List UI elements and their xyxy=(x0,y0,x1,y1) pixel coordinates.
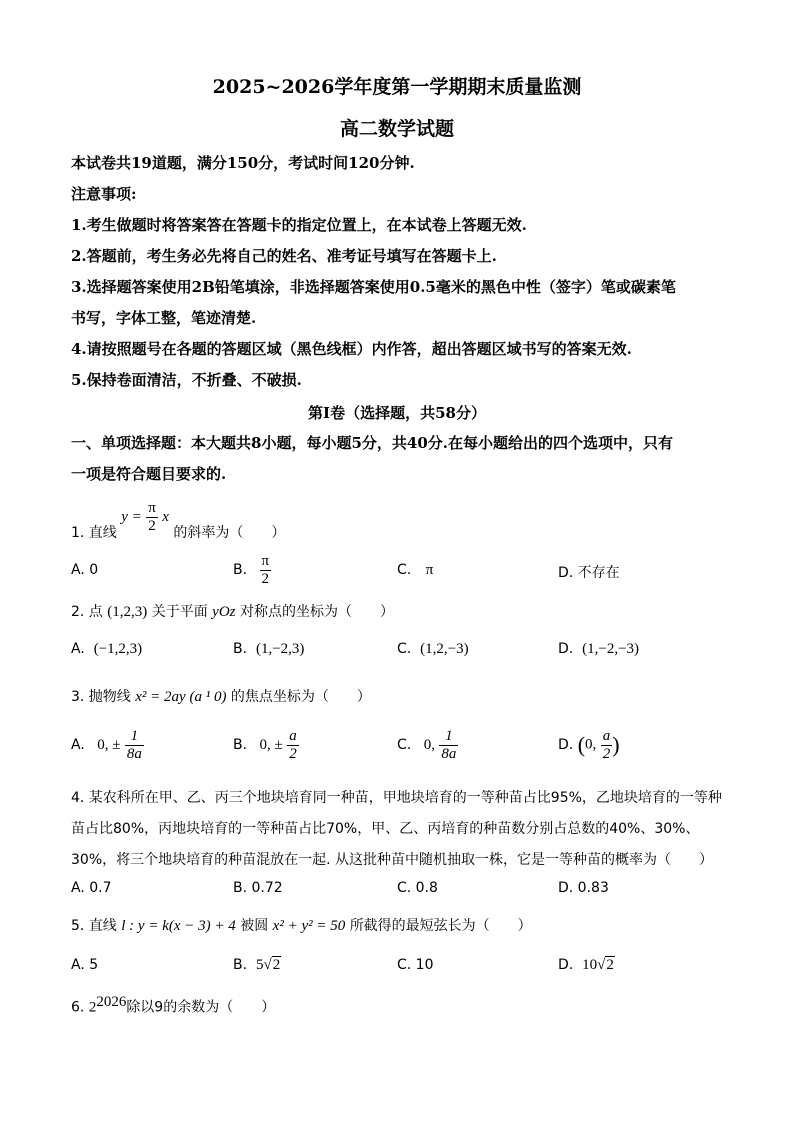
question-1: 1. 直线 y = $\frac{\pi}{2}$ x 的斜率为（ ） xyxy=(71,500,286,541)
notice-item-3: 3.选择题答案使用2B铅笔填涂，非选择题答案使用0.5毫米的黑色中性（签字）笔或碳素笔 xyxy=(71,278,676,296)
q2-option-d[interactable]: D. (1,−2,−3) xyxy=(558,641,640,657)
notice-item-4: 4.请按照题号在各题的答题区域（黑色线框）内作答，超出答题区域书写的答案无效. xyxy=(71,340,632,358)
q2-plane: yOz xyxy=(212,604,236,620)
exam-title: 2025~2026学年度第一学期期末质量监测 xyxy=(212,76,582,98)
question-2: 2. 点 (1,2,3) 关于平面 yOz 对称点的坐标为（ ） xyxy=(71,604,394,620)
q1-eq-lhs: y = xyxy=(121,509,142,525)
q1-option-c[interactable]: C. π xyxy=(397,562,434,578)
notice-item-1: 1.考生做题时将答案答在答题卡的指定位置上，在本试卷上答题无效. xyxy=(71,216,527,234)
q3-option-c[interactable]: C. 0, $\frac{1}{8a}$ xyxy=(397,728,457,762)
question-5: 5. 直线 l : y = k(x − 3) + 4 被圆 x² + y² = 50 所截得的最短弦长为（ ） xyxy=(71,918,532,934)
q2-point: (1,2,3) xyxy=(107,604,148,620)
q5-circle-equation: x² + y² = 50 xyxy=(272,918,346,934)
q4-option-b[interactable]: B. 0.72 xyxy=(233,880,283,896)
section-title: 第Ⅰ卷（选择题，共58分） xyxy=(308,404,486,422)
q4-option-d[interactable]: D. 0.83 xyxy=(558,880,609,896)
q1-fraction: $\frac{\pi}{2}$ xyxy=(148,500,156,534)
exam-subtitle: 高二数学试题 xyxy=(339,118,454,140)
question-4-line-2: 苗占比80%，丙地块培育的一等种苗占比70%，甲、乙、丙培育的种苗数分别占总数的40%、30%、 xyxy=(71,821,700,837)
question-4-line-1: 4. 某农科所在甲、乙、丙三个地块培育同一种苗，甲地块培育的一等种苗占比95%，乙地块培育的一等种 xyxy=(71,790,722,806)
question-4-line-3: 30%，将三个地块培育的种苗混放在一起. 从这批种苗中随机抽取一株，它是一等种苗的概率为（ ） xyxy=(71,852,714,868)
section-instruction-2: 一项是符合题目要求的. xyxy=(71,465,227,483)
question-3: 3. 抛物线 x² = 2ay (a ¹ 0) 的焦点坐标为（ ） xyxy=(71,689,371,705)
q1-suffix: 的斜率为（ ） xyxy=(173,525,286,541)
q4-option-c[interactable]: C. 0.8 xyxy=(397,880,438,896)
q2-option-b[interactable]: B. (1,−2,3) xyxy=(233,641,305,657)
q6-exponent: 2026 xyxy=(96,994,127,1010)
q5-option-a[interactable]: A. 5 xyxy=(71,957,99,973)
notice-title: 注意事项: xyxy=(71,185,137,203)
q5-option-d[interactable]: D. 10√2 xyxy=(558,957,614,973)
q5-option-b[interactable]: B. 5√2 xyxy=(233,957,281,973)
q5-line-equation: l : y = k(x − 3) + 4 xyxy=(121,918,236,934)
notice-item-5: 5.保持卷面清洁，不折叠、不破损. xyxy=(71,371,302,389)
notice-item-2: 2.答题前，考生务必先将自己的姓名、准考证号填写在答题卡上. xyxy=(71,247,497,265)
section-instruction-1: 一、单项选择题：本大题共8小题，每小题5分，共40分.在每小题给出的四个选项中，只有 xyxy=(71,434,673,452)
q1-option-b[interactable]: B. $\frac{\pi}{2}$ xyxy=(233,553,270,587)
q5-option-c[interactable]: C. 10 xyxy=(397,957,434,973)
q3-equation: x² = 2ay (a ¹ 0) xyxy=(135,689,227,705)
q3-option-a[interactable]: A. 0, ± $\frac{1}{8a}$ xyxy=(71,728,142,762)
notice-item-3-cont: 书写，字体工整，笔迹清楚. xyxy=(71,309,257,327)
q1-option-a[interactable]: A. 0 xyxy=(71,562,99,578)
exam-info: 本试卷共19道题，满分150分，考试时间120分钟. xyxy=(71,154,415,172)
q2-option-a[interactable]: A. (−1,2,3) xyxy=(71,641,143,657)
q1-option-d[interactable]: D. 不存在 xyxy=(558,565,620,581)
q3-option-b[interactable]: B. 0, ± $\frac{a}{2}$ xyxy=(233,728,297,762)
q2-option-c[interactable]: C. (1,2,−3) xyxy=(397,641,469,657)
q1-prefix: 1. 直线 xyxy=(71,525,117,541)
q3-option-d[interactable]: D. (0, $\frac{a}{2}$ ) xyxy=(558,728,620,762)
q6-base: 2 xyxy=(88,999,97,1016)
q4-option-a[interactable]: A. 0.7 xyxy=(71,880,112,896)
question-6: 6. $2^{2026}$除以9的余数为（ ） xyxy=(71,994,276,1016)
